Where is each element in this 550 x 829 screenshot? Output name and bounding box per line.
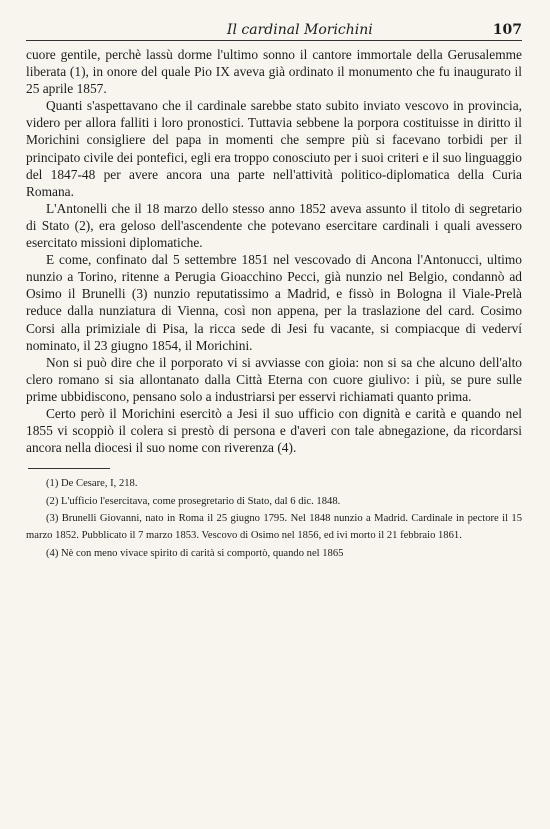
footnote-1: (1) De Cesare, I, 218.: [46, 478, 138, 490]
footnote-4: (4) Nè con meno vivace spirito di carità si comportò, quando nel 1865: [46, 547, 344, 559]
paragraph-2: Quanti s'aspettavano che il cardinale sarebbe stato subito inviato vescovo in provincia, videro per allora falliti i loro pronostici. Tuttavia sebbene la porpora costituisse in diritto il Morichini consigliere del papa in momenti che sempre più si facevano torbidi per il principato civile dei pontefici, egli era troppo conosciuto per i suoi criteri e il suo linguaggio del 1847-48 per avere ancora una parte nell'attività politico-diplomatica della Curia Romana.: [26, 98, 522, 199]
footnote-2: (2) L'ufficio l'esercitava, come prosegretario di Stato, dal 6 dic. 1848.: [46, 495, 341, 507]
paragraph-6: Certo però il Morichini esercitò a Jesi il suo ufficio con dignità e carità e quando nel 1855 vi scoppiò il colera si prestò di persona e d'averi con tale abnegazione, da ricordarsi ancora nella diocesi il suo nome con riverenza (4).: [26, 405, 522, 456]
page-header: [26, 22, 522, 41]
footnote-3: (3) Brunelli Giovanni, nato in Roma il 25 giugno 1795. Nel 1848 nunzio a Madrid. Cardinale in pectore il 15 marzo 1852. Pubblicato il 7 marzo 1853. Vescovo di Osimo nel 1856, ed ivi morto il 21 febbraio 1861.: [26, 513, 522, 542]
paragraph-3: L'Antonelli che il 18 marzo dello stesso anno 1852 aveva assunto il titolo di segretario di Stato (2), era geloso dell'ascendente che potevano esercitare cardinali i quali avessero esercitato missioni diplomatiche.: [26, 200, 522, 251]
running-title: Il cardinal Morichini: [226, 22, 373, 38]
paragraph-4: E come, confinato dal 5 settembre 1851 nel vescovado di Ancona l'Antonucci, ultimo nunzio a Torino, ritenne a Perugia Gioacchino Pecci, già nunzio nel Belgio, condannò ad Osimo il Brunelli (3) nunzio reputatissimo a Madrid, e fissò in Bologna il Viale-Prelà reduce dalla nunziatura di Vienna, così non appena, per la traslazione del card. Cosimo Corsi alla primiziale di Pisa, la ricca sede di Jesi fu vacante, si compiacque di vederví nominato, il 23 giugno 1854, il Morichini.: [26, 252, 522, 353]
body-text: [26, 46, 522, 456]
page-number: 107: [492, 22, 522, 38]
footnotes: [26, 475, 522, 562]
paragraph-5: Non si può dire che il porporato vi si avviasse con gioia: non si sa che alcuno dell'alto clero romano si sia allontanato dalla Città Eterna con cuore giulivo: i più, se pure sulle prime ubbidiscono, pensano solo a industriarsi per esservi richiamati quanto prima.: [26, 354, 522, 404]
footnote-divider: [28, 468, 110, 469]
book-page: [26, 22, 522, 562]
paragraph-1: cuore gentile, perchè lassù dorme l'ultimo sonno il cantore immortale della Gerusalemme liberata (1), in onore del quale Pio IX aveva già ordinato il monumento che fu inaugurato il 25 aprile 1857.: [26, 47, 522, 97]
